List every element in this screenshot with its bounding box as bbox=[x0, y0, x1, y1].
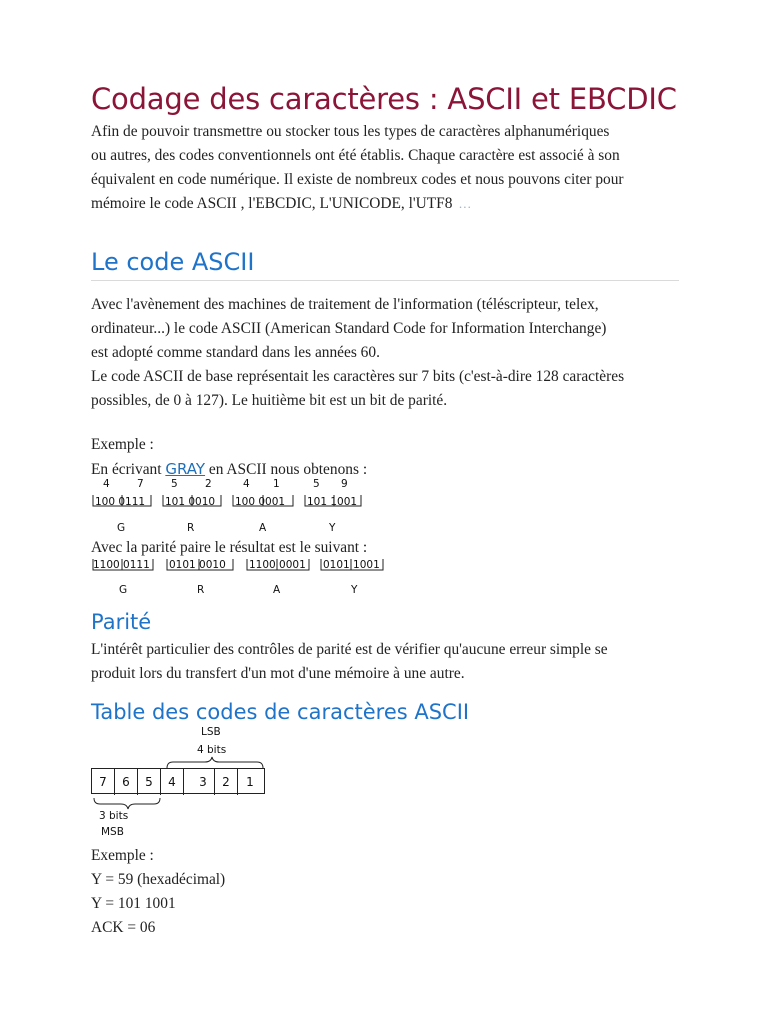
parite-line: produit lors du transfert d'un mot d'une mémoire à une autre. bbox=[91, 665, 465, 682]
bit-group: 101 0010 bbox=[165, 496, 216, 508]
gray-link[interactable]: GRAY bbox=[165, 460, 206, 478]
intro-paragraph bbox=[91, 120, 681, 216]
ascii-line: Le code ASCII de base représentait les caractères sur 7 bits (c'est-à-dire 128 caractères bbox=[91, 368, 625, 385]
hex-digit: 5 bbox=[171, 478, 178, 490]
section-divider bbox=[91, 280, 679, 281]
ascii-gray-parity-figure bbox=[91, 556, 391, 600]
ascii-line: est adopté comme standard dans les années 60. bbox=[91, 344, 380, 361]
letter-label: Y bbox=[329, 522, 336, 534]
hex-digit: 2 bbox=[205, 478, 212, 490]
msb-label: MSB bbox=[101, 826, 124, 838]
lsb-bits-label: 4 bits bbox=[197, 744, 227, 756]
letter-label: G bbox=[117, 522, 126, 534]
bit-cell: 5 bbox=[138, 769, 161, 795]
example-block bbox=[91, 433, 681, 482]
hex-digit: 4 bbox=[103, 478, 110, 490]
parite-paragraph bbox=[91, 638, 681, 686]
letter-label: G bbox=[119, 584, 128, 596]
bit-cell: 4 bbox=[161, 769, 184, 795]
read-more-ellipsis[interactable]: … bbox=[458, 196, 472, 211]
table-example-line: Y = 101 1001 bbox=[91, 895, 176, 912]
bit-group: 1100 0001 bbox=[249, 559, 306, 571]
bit-cell: 7 bbox=[92, 769, 115, 795]
section-heading-table: Table des codes de caractères ASCII bbox=[91, 700, 470, 724]
bit-position-figure bbox=[91, 726, 291, 842]
hex-digit: 5 bbox=[313, 478, 320, 490]
bit-group: 100 0001 bbox=[235, 496, 286, 508]
ascii-gray-figure bbox=[91, 478, 391, 538]
table-example-line: ACK = 06 bbox=[91, 919, 156, 936]
hex-digit: 9 bbox=[341, 478, 348, 490]
hex-digit: 4 bbox=[243, 478, 250, 490]
lsb-label: LSB bbox=[201, 726, 221, 738]
ascii-paragraph bbox=[91, 293, 681, 413]
letter-label: A bbox=[273, 584, 281, 596]
parite-line: L'intérêt particulier des contrôles de parité est de vérifier qu'aucune erreur simple se bbox=[91, 641, 608, 658]
example-label: Exemple : bbox=[91, 436, 154, 453]
letter-label: R bbox=[197, 584, 205, 596]
hex-digit: 7 bbox=[137, 478, 144, 490]
example-suffix: en ASCII nous obtenons : bbox=[205, 461, 368, 478]
letter-label: A bbox=[259, 522, 267, 534]
bit-cell-row bbox=[91, 768, 265, 794]
bit-group: 0101 1001 bbox=[323, 559, 380, 571]
bit-group: 1100 0111 bbox=[93, 559, 150, 571]
intro-line bbox=[91, 192, 681, 216]
section-heading-parite: Parité bbox=[91, 610, 152, 634]
page-title: Codage des caractères : ASCII et EBCDIC bbox=[91, 82, 677, 116]
bit-cell: 6 bbox=[115, 769, 138, 795]
hex-digit: 1 bbox=[273, 478, 280, 490]
ascii-line: possibles, de 0 à 127). Le huitième bit est un bit de parité. bbox=[91, 392, 448, 409]
table-example-line: Y = 59 (hexadécimal) bbox=[91, 871, 226, 888]
intro-line: Afin de pouvoir transmettre ou stocker tous les types de caractères alphanumériques bbox=[91, 123, 610, 140]
bit-cell: 1 bbox=[246, 775, 254, 789]
table-example bbox=[91, 844, 681, 940]
intro-line: ou autres, des codes conventionnels ont été établis. Chaque caractère est associé à son bbox=[91, 147, 620, 164]
section-heading-ascii: Le code ASCII bbox=[91, 248, 255, 276]
letter-label: R bbox=[187, 522, 195, 534]
bit-cell: 3 bbox=[192, 769, 215, 795]
bit-group: 0101 0010 bbox=[169, 559, 226, 571]
table-example-line: Exemple : bbox=[91, 847, 154, 864]
msb-brace bbox=[91, 796, 291, 810]
letter-label: Y bbox=[351, 584, 358, 596]
msb-bits-label: 3 bits bbox=[99, 810, 129, 822]
intro-line: équivalent en code numérique. Il existe de nombreux codes et nous pouvons citer pour bbox=[91, 171, 624, 188]
bit-group: 100 0111 bbox=[95, 496, 146, 508]
ascii-line: Avec l'avènement des machines de traitement de l'information (téléscripteur, telex, bbox=[91, 296, 599, 313]
bit-group: 101 1001 bbox=[307, 496, 358, 508]
intro-line-text: mémoire le code ASCII , l'EBCDIC, L'UNICODE, l'UTF8 bbox=[91, 195, 453, 212]
parity-intro-line: Avec la parité paire le résultat est le suivant : bbox=[91, 539, 368, 556]
ascii-line: ordinateur...) le code ASCII (American Standard Code for Information Interchange) bbox=[91, 320, 607, 337]
example-prefix: En écrivant bbox=[91, 461, 166, 478]
bit-cell: 2 bbox=[215, 769, 238, 795]
